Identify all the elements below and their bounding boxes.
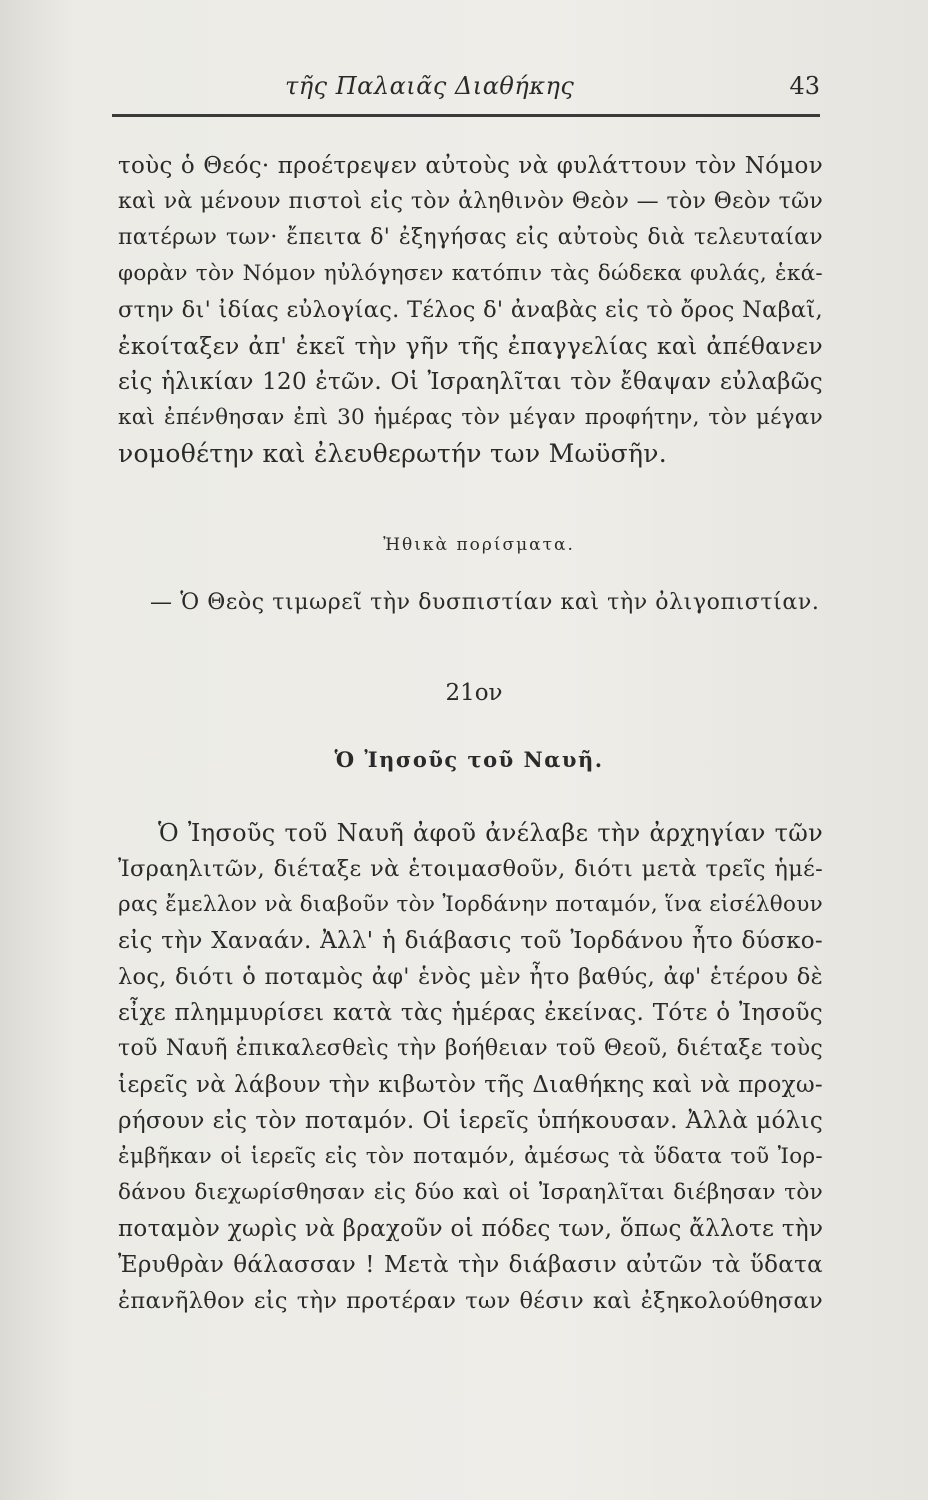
text-line: Ἐρυθρὰν θάλασσαν ! Μετὰ τὴν διάβασιν αὐτῶν τὰ ὕδατα — [118, 1252, 823, 1278]
text-line: εἰς τὴν Χαναάν. Ἀλλ' ἡ διάβασις τοῦ Ἰορδάνου ἦτο δύσκο- — [118, 928, 823, 954]
ethics-heading: Ἠθικὰ πορίσματα. — [383, 535, 575, 555]
text-line: ρήσουν εἰς τὸν ποταμόν. Οἱ ἱερεῖς ὑπήκουσαν. Ἀλλὰ μόλις — [118, 1108, 823, 1134]
text-line: ἐμβῆκαν οἱ ἱερεῖς εἰς τὸν ποταμόν, ἀμέσως τὰ ὕδατα τοῦ Ἰορ- — [118, 1144, 823, 1169]
text-line: Ὁ Ἰησοῦς τοῦ Ναυῆ ἀφοῦ ἀνέλαβε τὴν ἀρχηγίαν τῶν — [158, 819, 823, 847]
text-line: ρας ἔμελλον νὰ διαβοῦν τὸν Ἰορδάνην ποταμόν, ἵνα εἰσέλθουν — [118, 892, 823, 917]
text-line: φορὰν τὸν Νόμον ηὐλόγησεν κατόπιν τὰς δώδεκα φυλάς, ἑκά- — [118, 261, 823, 286]
text-line: ποταμὸν χωρὶς νὰ βραχοῦν οἱ πόδες των, ὅπως ἄλλοτε τὴν — [118, 1216, 824, 1242]
text-line: δάνου διεχωρίσθησαν εἰς δύο καὶ οἱ Ἰσραηλῖται διέβησαν τὸν — [118, 1180, 823, 1205]
moral-statement: — Ὁ Θεὸς τιμωρεῖ τὴν δυσπιστίαν καὶ τὴν ὀλιγοπιστίαν. — [150, 590, 820, 615]
header-rule — [112, 114, 820, 117]
paragraph-moses-death — [118, 148, 823, 472]
text-line: τοὺς ὁ Θεός· προέτρεψεν αὐτοὺς νὰ φυλάττουν τὸν Νόμον — [118, 153, 823, 179]
chapter-number: 21ον — [445, 680, 503, 706]
page-number: 43 — [789, 72, 820, 100]
running-title: τῆς Παλαιᾶς Διαθήκης — [285, 72, 575, 100]
text-line: τοῦ Ναυῆ ἐπικαλεσθεὶς τὴν βοήθειαν τοῦ Θεοῦ, διέταξε τοὺς — [118, 1036, 823, 1061]
text-line: λος, διότι ὁ ποταμὸς ἀφ' ἑνὸς μὲν ἦτο βαθύς, ἀφ' ἑτέρου δὲ — [118, 964, 823, 990]
text-line: στην δι' ἰδίας εὐλογίας. Τέλος δ' ἀναβὰς εἰς τὸ ὄρος Ναβαῖ, — [118, 297, 823, 323]
text-line: ἐκοίταξεν ἀπ' ἐκεῖ τὴν γῆν τῆς ἐπαγγελίας καὶ ἀπέθανεν — [118, 332, 823, 360]
text-line: καὶ ἐπένθησαν ἐπὶ 30 ἡμέρας τὸν μέγαν προφήτην, τὸν μέγαν — [118, 405, 823, 430]
text-line: καὶ νὰ μένουν πιστοὶ εἰς τὸν ἀληθινὸν Θεὸν — τὸν Θεὸν τῶν — [118, 189, 823, 214]
text-line: ἐπανῆλθον εἰς τὴν προτέραν των θέσιν καὶ ἐξηκολούθησαν — [118, 1288, 823, 1314]
paragraph-joshua — [118, 815, 823, 1319]
text-line: εἶχε πλημμυρίσει κατὰ τὰς ἡμέρας ἐκείνας. Τότε ὁ Ἰησοῦς — [118, 1000, 823, 1026]
text-line: εἰς ἡλικίαν 120 ἐτῶν. Οἱ Ἰσραηλῖται τὸν ἔθαψαν εὐλαβῶς — [118, 369, 823, 395]
text-line: νομοθέτην καὶ ἐλευθερωτήν των Μωϋσῆν. — [118, 439, 668, 468]
text-line: πατέρων των· ἔπειτα δ' ἐξηγήσας εἰς αὐτοὺς διὰ τελευταίαν — [118, 225, 823, 250]
text-line: ἱερεῖς νὰ λάβουν τὴν κιβωτὸν τῆς Διαθήκης καὶ νὰ προχω- — [118, 1072, 823, 1098]
page-header — [120, 72, 820, 102]
text-line: Ἰσραηλιτῶν, διέταξε νὰ ἑτοιμασθοῦν, διότι μετὰ τρεῖς ἡμέ- — [118, 856, 823, 882]
chapter-title: Ὁ Ἰησοῦς τοῦ Ναυῆ. — [334, 747, 604, 772]
